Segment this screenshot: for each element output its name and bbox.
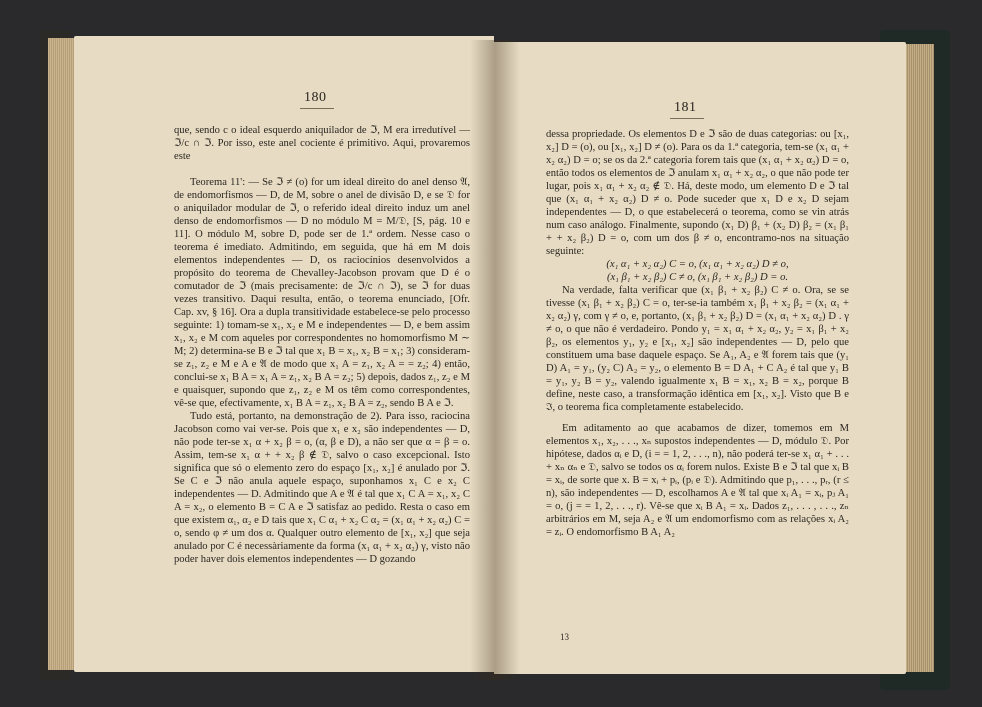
page-number: 181 [674, 100, 697, 115]
header-rule [670, 118, 704, 119]
book-spine-shadow [470, 40, 520, 680]
header-rule [300, 108, 334, 109]
paragraph: Na verdade, falta verificar que (x₁ β₁ + x₂ β₂) C ≠ o. Ora, se se tivesse (x₁ β₁ + x₂ β₂) C = o, ter-se-ia também x₁ β₁ + x₂ β₂ = (x₁ α₁ + x₂ α₂) γ, com γ ≠ o, e, portanto, (x₁ β₁ + x₂ β₂) D = (x₁ α₁ + x₂ α₂) D . γ ≠ o, o que não é verdadeiro. Pondo y₁ = x₁ α₁ + x₂ α₂, y₂ = x₁ β₁ + x₂ β₂, os elementos y₁, y₂ e [x₁, x₂] são independentes — D, pelo que constituem uma base daquele espaço. Se A₁, A₂ e 𝔄 forem tais que (y₁ D) A₁ = y₁, (y₂ C) A₂ = y₂, o elemento B = D A₁ + C A₂ é tal que y₁ B = y₁, y₂ B = y₂, valendo igualmente x₁ B = x₁, x₂ B = x₂, porque B define, neste caso, a transformação idêntica em [x₁, x₂]. Visto que B e ℑ, o teorema fica completamente estabelecido. [546, 285, 849, 413]
left-page [74, 36, 494, 672]
page-number: 180 [304, 90, 327, 105]
signature-mark: 13 [560, 632, 569, 642]
paragraph: Em aditamento ao que acabamos de dizer, tomemos em M elementos x₁, x₂, . . ., xₙ supostos independentes — D, módulo 𝔇. Por hipótese, dados αᵢ e D, (i = = 1, 2, . . ., n), não poderá ter-se x₁ α₁ + . . . + xₙ αₙ e 𝔇, salvo se todos os αᵢ forem nulos. Existe B e ℑ tal que xᵢ B = xᵢ, de sorte que x. B = xᵢ + pᵢ, (pᵢ e 𝔇). Admitindo que p₁, . . ., pᵣ, (r ≤ n), são independentes — D, escolhamos A e 𝔄 tal que xᵢ A₁ = xᵢ, pⱼ A₁ = o, (j = = 1, 2, . . ., r). Vê-se que xᵢ B A₁ = xᵢ. Dados z₁, . . . , . . ., zₙ arbitrários em M, seja A₂ e 𝔄 um endomorfismo com as relações xᵢ A₂ = zᵢ. O endomorfismo B A₁ A₂ [546, 423, 849, 538]
equation-line: (x₁ α₁ + x₂ α₂) C = o, (x₁ α₁ + x₂ α₂) D ≠ o, [606, 259, 789, 270]
paragraph: dessa propriedade. Os elementos D e ℑ são de duas categorias: ou [x₁, x₂] D = (o), ou [x₁, x₂] D ≠ (o). Para os da 1.ª categoria, tem-se (x₁ α₁ + x₂ α₂) D = o; se os da 2.ª categoria forem tais que (x₁ α₁ + x₂ α₂) D = o, então todos os elementos de ℑ anulam x₁ α₁ + x₂ α₂, o que não pode ter lugar, pois x₁ α₁ + x₂ α₂ ∉ 𝔇. Há, deste modo, um elemento D e ℑ tal que (x₁ α₁ + x₂ α₂) D ≠ o. Pode suceder que x₁ D e x₂ D sejam independentes — D, o que estabelecerá o teorema, como se vin atrás num caso análogo. Finalmente, supondo (x₁ D) β₁ + (x₂ D) β₂ = (x₁ β₁ + + x₂ β₂) D = o, com um dos β ≠ o, encontramo-nos na situação seguinte: [546, 129, 849, 257]
equation-line: (x₁ β₁ + x₂ β₂) C ≠ o, (x₁ β₁ + x₂ β₂) D = o. [606, 272, 789, 283]
paragraph: Teorema 11': — Se ℑ ≠ (o) for um ideal direito do anel denso 𝔄, de endomorfismos — D, de M, sobre o anel de divisão D, e se 𝔇 for o aniquilador modular de ℑ, o referido ideal direito induz um anel denso de endomorfismos — D no módulo M = M/𝔇, [S, pág. 10 e 11]. O módulo M, sobre D, pode ser de 1.ª ordem. Nesse caso o teorema é imediato. Admitindo, em seguida, que há em M dois elementos independentes — D, os raciocínios desenvolvidos a propósito do teorema de Chevalley-Jacobson provam que D é o comutador de ℑ (mais precisamente: de ℑ/c ∩ ℑ), se ℑ for duas vezes transitivo. Daqui resulta, então, o teorema enunciado, [Ofr. Cap. xv, § 16]. Ora a dupla transitividade estabelece-se pelo processo seguinte: 1) tomam-se x₁, x₂ e M e independentes — D, e bem assim x₁, x₂ e M com aqueles por correspondentes no homomorfismo M ∼ M; 2) determina-se B e ℑ tal que x₁ B = x₁, x₂ B = x₁; 3) consideram-se z₁, z₂ e M e A e 𝔄 de modo que x₁ A = z₁, x₂ A = = z₂; 4) então, conclui-se x₁ B A = x₁ A = z₁, x₂ B A = z₂; 5) depois, dados z₁, z₂ e M e quaisquer, supondo que z₁, z₂ e M os têm como correspondentes, vê-se que, efectivamente, x₁ B A = z₁, x₂ B A = z₂, sendo B A e ℑ. [174, 177, 470, 409]
left-page-text [174, 124, 470, 566]
right-page [494, 42, 906, 674]
paragraph: Tudo está, portanto, na demonstração de 2). Para isso, raciocina Jacobson como vai ver-se. Pois que x₁ e x₂ são independentes — D, não pode ter-se x₁ α + x₂ β = o, (α, β e D), a não ser que α = β = o. Assim, tem-se x₁ α + + x₂ β ∉ 𝔇, salvo o caso excepcional. Isto significa que só o elemento zero do espaço [x₁, x₂] é anulado por ℑ. Se C e ℑ não anula aquele espaço, suponhamos x₁ C e x₂ C independentes — D. Admitindo que A e 𝔄 é tal que x₁ C A = x₁, x₂ C A = x₂, o elemento B = C A e ℑ satisfaz ao pedido. Resta o caso em que existem α₁, α₂ e D tais que x₁ C α₁ + x₂ C α₂ = (x₁ α₁ + x₂ α₂) C = o, sendo φ ≠ um dos α. Qualquer outro elemento de [x₁, x₂] que seja anulado por C é necessàriamente da forma (x₁ α₁ + x₂ α₂) γ, visto não poder haver dois elementos independentes — D gozando [174, 411, 470, 565]
paragraph: que, sendo c o ideal esquerdo aniquilador de ℑ, M era irredutível — ℑ/c ∩ ℑ. Por isso, este anel cociente é primitivo. Aqui, provaremos este [174, 125, 470, 162]
right-page-text [546, 128, 849, 539]
